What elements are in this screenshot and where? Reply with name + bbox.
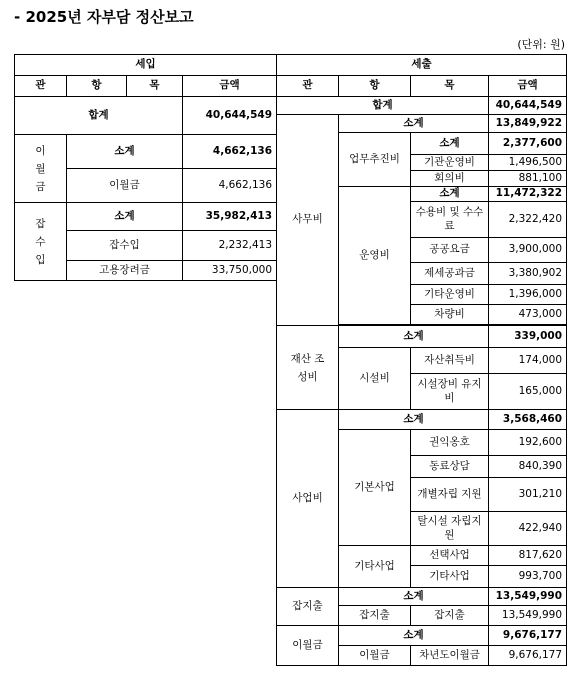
expenditure-gwan: 잡지출 bbox=[277, 588, 339, 626]
expenditure-amount: 3,380,902 bbox=[489, 263, 567, 285]
page-title: - 2025년 자부담 정산보고 bbox=[14, 8, 194, 26]
revenue-subtotal-label: 소계 bbox=[67, 203, 183, 231]
expenditure-subtotal-amount: 3,568,460 bbox=[489, 410, 567, 430]
expenditure-mok: 제세공과금 bbox=[411, 263, 489, 285]
expenditure-subtotal-label: 소계 bbox=[339, 410, 489, 430]
expenditure-subtotal-label: 소계 bbox=[339, 326, 489, 348]
expenditure-amount: 840,390 bbox=[489, 456, 567, 478]
header-gwan: 관 bbox=[15, 76, 67, 97]
expenditure-gwan: 이월금 bbox=[277, 626, 339, 666]
expenditure-gwan bbox=[277, 326, 339, 410]
expenditure-group-row bbox=[277, 410, 567, 430]
revenue-amount: 33,750,000 bbox=[183, 261, 277, 281]
expenditure-mok: 수용비 및 수수료 bbox=[411, 202, 489, 238]
expenditure-gwan: 사무비 bbox=[277, 115, 339, 326]
expenditure-mok: 탈시설 자립지원 bbox=[411, 512, 489, 546]
expenditure-amount: 192,600 bbox=[489, 430, 567, 456]
expenditure-mok: 시설장비 유지비 bbox=[411, 374, 489, 410]
expenditure-amount: 174,000 bbox=[489, 348, 567, 374]
expenditure-hang-subtotal-amount: 11,472,322 bbox=[489, 187, 567, 202]
expenditure-mok: 권익옹호 bbox=[411, 430, 489, 456]
revenue-subtotal-label: 소계 bbox=[67, 135, 183, 169]
revenue-gwan-carryover bbox=[15, 135, 67, 203]
expenditure-section-row bbox=[277, 55, 567, 76]
expenditure-subtotal-label: 소계 bbox=[339, 588, 489, 606]
expenditure-hang: 운영비 bbox=[339, 187, 411, 325]
expenditure-amount: 2,322,420 bbox=[489, 202, 567, 238]
expenditure-hang: 업무추진비 bbox=[339, 133, 411, 187]
revenue-total-row bbox=[15, 97, 277, 135]
expenditure-section-title: 세출 bbox=[277, 55, 567, 76]
expenditure-hang: 잡지출 bbox=[339, 606, 411, 626]
revenue-total-label: 합계 bbox=[15, 97, 183, 135]
expenditure-hang-subtotal-label: 소계 bbox=[411, 133, 489, 155]
expenditure-amount: 473,000 bbox=[489, 305, 567, 325]
expenditure-hang: 시설비 bbox=[339, 348, 411, 410]
revenue-section-title: 세입 bbox=[15, 55, 277, 76]
expenditure-amount: 165,000 bbox=[489, 374, 567, 410]
revenue-subtotal-amount: 35,982,413 bbox=[183, 203, 277, 231]
expenditure-amount: 301,210 bbox=[489, 478, 567, 512]
expenditure-hang: 이월금 bbox=[339, 646, 411, 666]
expenditure-group-row bbox=[277, 115, 567, 133]
expenditure-hang: 기타사업 bbox=[339, 546, 411, 588]
expenditure-table bbox=[276, 54, 567, 666]
expenditure-mok: 잡지출 bbox=[411, 606, 489, 626]
expenditure-header-row bbox=[277, 76, 567, 97]
expenditure-mok: 자산취득비 bbox=[411, 348, 489, 374]
expenditure-mok: 공공요금 bbox=[411, 238, 489, 263]
expenditure-group-row bbox=[277, 588, 567, 606]
expenditure-group-row bbox=[277, 626, 567, 646]
expenditure-subtotal-amount: 339,000 bbox=[489, 326, 567, 348]
revenue-hang: 잡수입 bbox=[67, 231, 183, 261]
header-amount: 금액 bbox=[183, 76, 277, 97]
header-mok: 목 bbox=[127, 76, 183, 97]
header-gwan: 관 bbox=[277, 76, 339, 97]
expenditure-mok: 기관운영비 bbox=[411, 155, 489, 171]
expenditure-amount: 817,620 bbox=[489, 546, 567, 566]
expenditure-subtotal-label: 소계 bbox=[339, 626, 489, 646]
expenditure-subtotal-amount: 13,549,990 bbox=[489, 588, 567, 606]
expenditure-total-row bbox=[277, 97, 567, 115]
header-hang: 항 bbox=[67, 76, 127, 97]
expenditure-gwan-text: 재산 조성비 bbox=[290, 352, 325, 383]
expenditure-amount: 1,496,500 bbox=[489, 155, 567, 171]
expenditure-subtotal-amount: 9,676,177 bbox=[489, 626, 567, 646]
expenditure-mok: 동료상담 bbox=[411, 456, 489, 478]
header-mok: 목 bbox=[411, 76, 489, 97]
revenue-header-row bbox=[15, 76, 277, 97]
expenditure-gwan: 사업비 bbox=[277, 410, 339, 588]
expenditure-subtotal-amount: 13,849,922 bbox=[489, 115, 567, 133]
revenue-amount: 2,232,413 bbox=[183, 231, 277, 261]
expenditure-amount: 1,396,000 bbox=[489, 285, 567, 305]
expenditure-amount: 13,549,990 bbox=[489, 606, 567, 626]
expenditure-hang-subtotal-label: 소계 bbox=[411, 187, 489, 202]
revenue-hang: 고용장려금 bbox=[67, 261, 183, 281]
expenditure-amount: 993,700 bbox=[489, 566, 567, 588]
expenditure-mok: 차년도이월금 bbox=[411, 646, 489, 666]
expenditure-total-amount: 40,644,549 bbox=[489, 97, 567, 115]
revenue-section-row bbox=[15, 55, 277, 76]
header-hang: 항 bbox=[339, 76, 411, 97]
expenditure-hang-subtotal-amount: 2,377,600 bbox=[489, 133, 567, 155]
expenditure-mok: 개별자립 지원 bbox=[411, 478, 489, 512]
expenditure-total-label: 합계 bbox=[277, 97, 489, 115]
revenue-gwan-carryover-text: 이월금 bbox=[35, 144, 46, 193]
revenue-hang: 이월금 bbox=[67, 169, 183, 203]
revenue-subtotal-amount: 4,662,136 bbox=[183, 135, 277, 169]
revenue-gwan-misc-text: 잡수입 bbox=[35, 217, 46, 266]
revenue-amount: 4,662,136 bbox=[183, 169, 277, 203]
expenditure-amount: 3,900,000 bbox=[489, 238, 567, 263]
expenditure-mok: 기타사업 bbox=[411, 566, 489, 588]
expenditure-group-row bbox=[277, 326, 567, 348]
expenditure-hang: 기본사업 bbox=[339, 430, 411, 546]
revenue-group-row bbox=[15, 203, 277, 231]
expenditure-mok: 기타운영비 bbox=[411, 285, 489, 305]
revenue-group-row bbox=[15, 135, 277, 169]
unit-label: (단위: 원) bbox=[517, 38, 565, 51]
revenue-table bbox=[14, 54, 277, 281]
revenue-gwan-misc bbox=[15, 203, 67, 281]
expenditure-amount: 881,100 bbox=[489, 171, 567, 187]
expenditure-amount: 9,676,177 bbox=[489, 646, 567, 666]
expenditure-mok: 회의비 bbox=[411, 171, 489, 187]
revenue-total-amount: 40,644,549 bbox=[183, 97, 277, 135]
header-amount: 금액 bbox=[489, 76, 567, 97]
expenditure-amount: 422,940 bbox=[489, 512, 567, 546]
expenditure-mok: 차량비 bbox=[411, 305, 489, 325]
expenditure-mok: 선택사업 bbox=[411, 546, 489, 566]
expenditure-subtotal-label: 소계 bbox=[339, 115, 489, 133]
